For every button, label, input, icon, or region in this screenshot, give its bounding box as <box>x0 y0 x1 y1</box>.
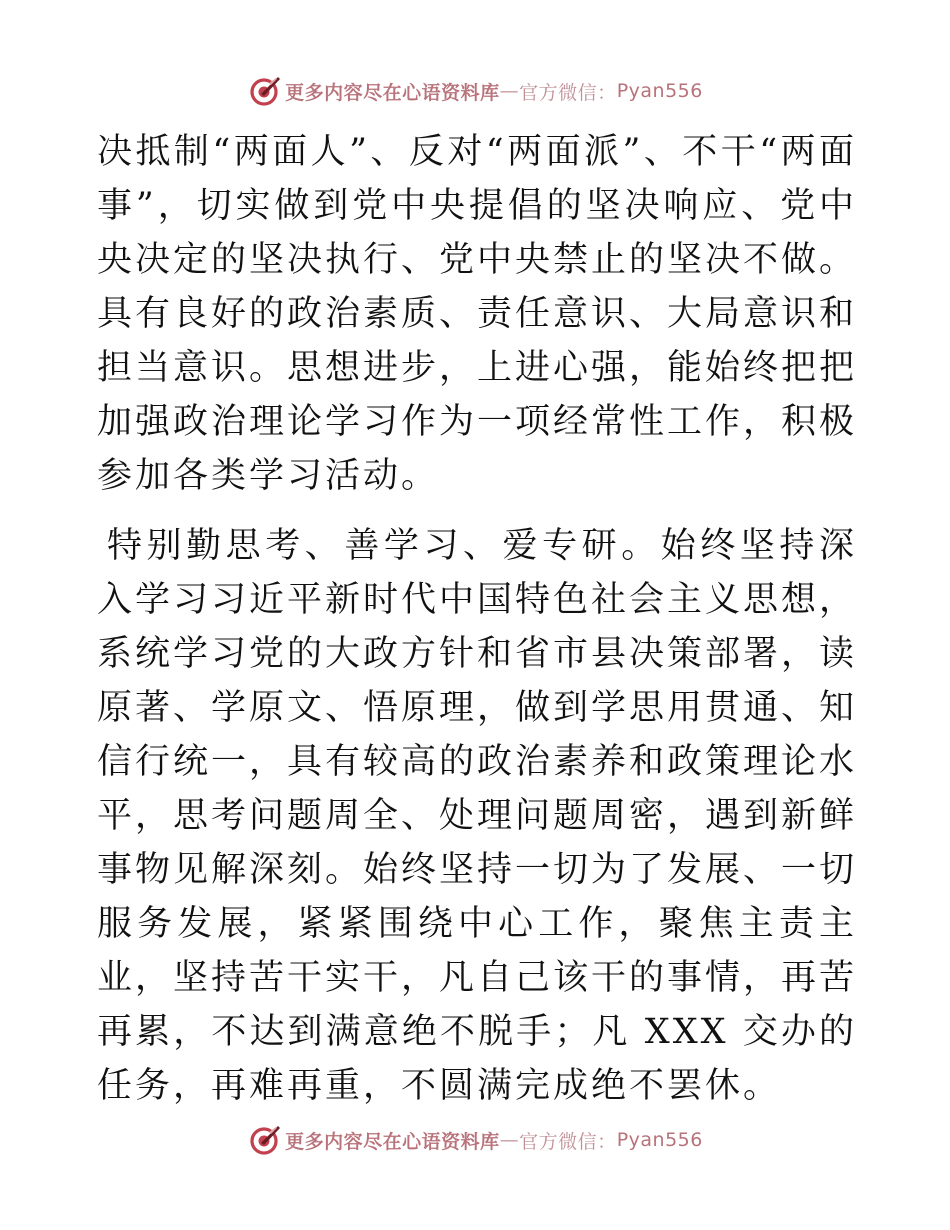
body-paragraph-1: 决抵制“两面人”、反对“两面派”、不干“两面事”，切实做到党中央提倡的坚决响应、党中央决定的坚决执行、党中央禁止的坚决不做。具有良好的政治素质、责任意识、大局意识和担当意识。思想进步，上进心强，能始终把把加强政治理论学习作为一项经常性工作，积极参加各类学习活动。 <box>97 132 858 496</box>
body-paragraph-2: 特别勤思考、善学习、爱专研。始终坚持深入学习习近平新时代中国特色社会主义思想，系统学习党的大政方针和省市县决策部署，读原著、学原文、悟原理，做到学思用贯通、知信行统一，具有较高的政治素养和政策理论水平，思考问题周全、处理问题周密，遇到新鲜事物见解深刻。始终坚持一切为了发展、一切服务发展，紧紧围绕中心工作，聚焦主责主业，坚持苦干实干，凡自己该干的事情，再苦再累，不达到满意绝不脱手；凡 XXX 交办的任务，再难再重，不圆满完成绝不罢休。 <box>97 526 858 1106</box>
quill-seal-icon <box>247 1123 281 1157</box>
watermark-wechat-label: 官方微信： <box>519 1130 617 1153</box>
watermark-wechat-id: Pyan556 <box>616 80 703 102</box>
watermark-wechat-label: 官方微信： <box>519 81 617 104</box>
watermark-wechat-id: Pyan556 <box>616 1129 703 1151</box>
footer-watermark <box>0 1120 950 1160</box>
watermark-separator: — <box>499 1129 520 1151</box>
header-watermark <box>0 71 950 111</box>
document-body <box>97 125 857 1113</box>
quill-seal-icon <box>247 74 281 108</box>
watermark-brand-text: 更多内容尽在心语资料库 <box>285 1130 500 1153</box>
watermark-separator: — <box>499 80 520 102</box>
watermark-brand-text: 更多内容尽在心语资料库 <box>285 81 500 104</box>
